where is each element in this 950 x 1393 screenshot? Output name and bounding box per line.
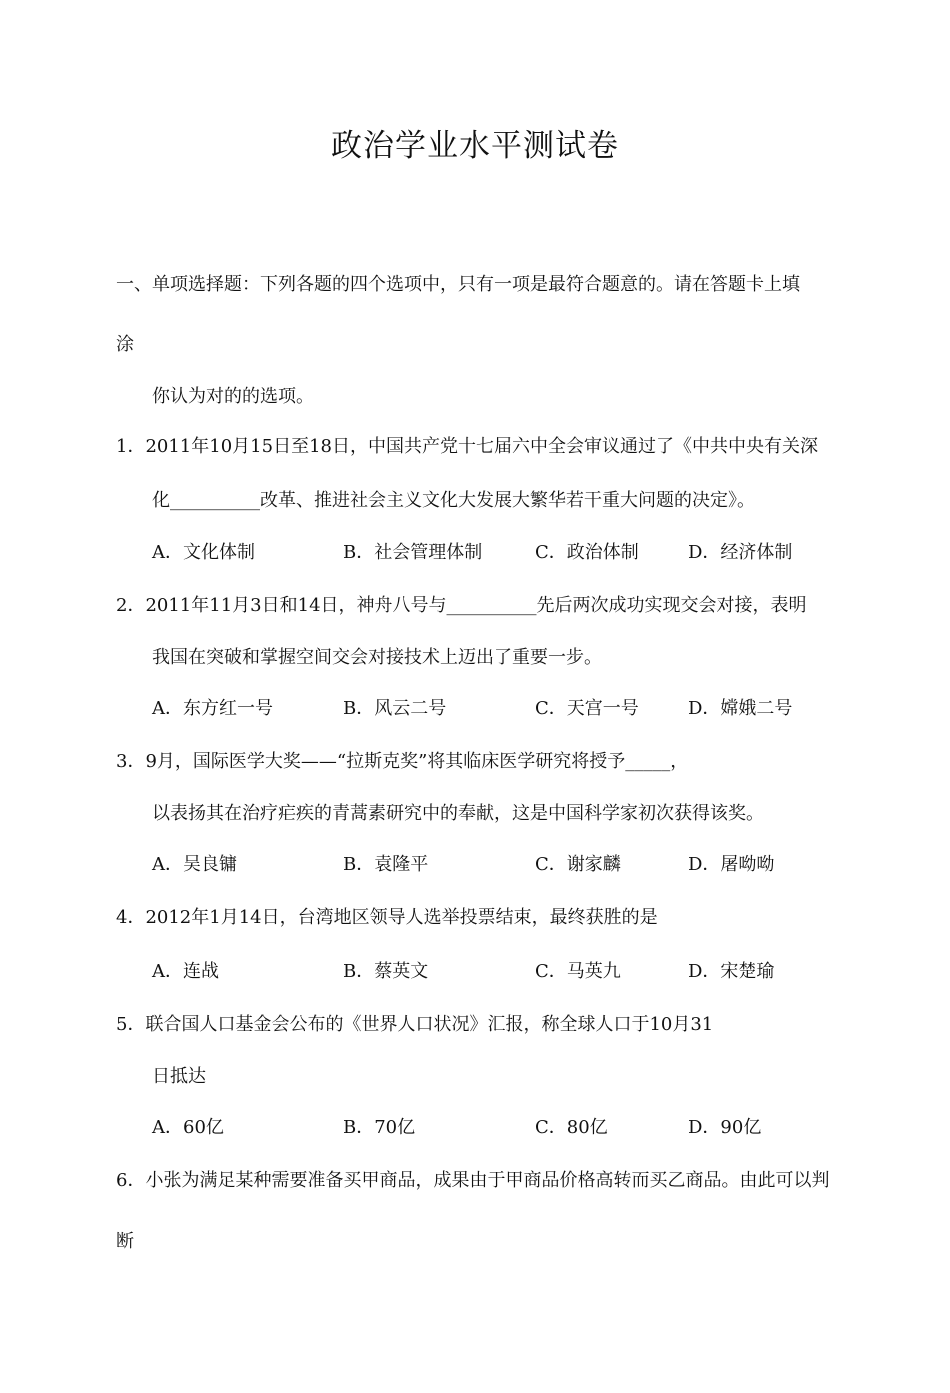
question-5-option-c: C．80亿 xyxy=(535,1117,608,1138)
question-4-option-c: C．马英九 xyxy=(535,961,621,982)
question-5-line-2: 日抵达 xyxy=(152,1066,206,1087)
question-1-option-a: A．文化体制 xyxy=(152,542,255,563)
question-5-option-a: A．60亿 xyxy=(152,1117,224,1138)
question-4-option-d: D．宋楚瑜 xyxy=(688,961,775,982)
question-5-option-b: B．70亿 xyxy=(343,1117,416,1138)
section-heading-continued: 涂 xyxy=(116,334,134,355)
question-4-line-1: 4．2012年1月14日，台湾地区领导人选举投票结束，最终获胜的是 xyxy=(116,907,658,928)
question-2-option-c: C．天宫一号 xyxy=(535,698,639,719)
question-6-line-1: 6．小张为满足某种需要准备买甲商品，成果由于甲商品价格高转而买乙商品。由此可以判 xyxy=(116,1170,830,1191)
question-1-option-b: B．社会管理体制 xyxy=(343,542,483,563)
question-2-option-a: A．东方红一号 xyxy=(152,698,273,719)
question-2-line-1: 2．2011年11月3日和14日，神舟八号与__________先后两次成功实现交会对接，表明 xyxy=(116,595,807,616)
question-3-option-d: D．屠呦呦 xyxy=(688,854,775,875)
question-6-line-2: 断 xyxy=(116,1231,134,1252)
question-3-option-c: C．谢家麟 xyxy=(535,854,621,875)
question-2-option-b: B．风云二号 xyxy=(343,698,447,719)
question-5-option-d: D．90亿 xyxy=(688,1117,762,1138)
question-1-option-d: D．经济体制 xyxy=(688,542,793,563)
section-instruction: 你认为对的的选项。 xyxy=(152,386,314,407)
question-1-option-c: C．政治体制 xyxy=(535,542,639,563)
page-title: 政治学业水平测试卷 xyxy=(331,128,619,164)
question-5-line-1: 5．联合国人口基金会公布的《世界人口状况》汇报，称全球人口于10月31 xyxy=(116,1014,714,1035)
question-4-option-b: B．蔡英文 xyxy=(343,961,429,982)
question-3-option-a: A．吴良镛 xyxy=(152,854,237,875)
question-2-option-d: D．嫦娥二号 xyxy=(688,698,793,719)
question-3-line-2: 以表扬其在治疗疟疾的青蒿素研究中的奉献，这是中国科学家初次获得该奖。 xyxy=(152,803,764,824)
question-4-option-a: A．连战 xyxy=(152,961,219,982)
section-heading: 一、单项选择题：下列各题的四个选项中，只有一项是最符合题意的。请在答题卡上填 xyxy=(116,274,800,295)
question-1-line-2: 化__________改革、推进社会主义文化大发展大繁华若干重大问题的决定》。 xyxy=(152,490,755,511)
question-3-line-1: 3．9月，国际医学大奖——“拉斯克奖”将其临床医学研究将授予_____， xyxy=(116,751,689,772)
question-1-line-1: 1．2011年10月15日至18日，中国共产党十七届六中全会审议通过了《中共中央有关深 xyxy=(116,436,818,457)
question-2-line-2: 我国在突破和掌握空间交会对接技术上迈出了重要一步。 xyxy=(152,647,602,668)
question-3-option-b: B．袁隆平 xyxy=(343,854,429,875)
